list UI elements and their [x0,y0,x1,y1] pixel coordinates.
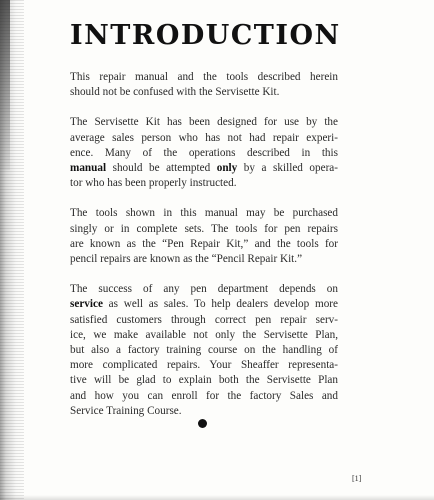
text-run: Service Training Course. [70,404,182,417]
text-line [70,146,338,161]
text-run: The tools shown in this manual may be purchased [70,207,338,220]
text-run: singly or in complete sets. The tools for pen repairs [70,222,338,235]
text-line [70,252,338,267]
emphasized-word: manual [70,162,107,175]
text-run: ice, we make available not only the Servisette Plan, [70,328,338,341]
emphasized-word: only [216,162,238,175]
text-line [70,237,338,252]
page-title: INTRODUCTION [70,20,341,51]
text-line [70,358,338,373]
text-run: by a skilled opera- [237,162,338,175]
text-run: average sales person who has not had repair experi- [70,131,338,144]
text-run: The success of any pen department depends on [70,283,338,296]
text-line [70,222,338,237]
text-line [70,176,338,191]
text-line [70,297,338,312]
paragraph [70,115,338,191]
text-run: but also a factory training course on the handling of [70,344,338,357]
text-run: The Servisette Kit has been designed for use by the [70,116,338,129]
text-run: satisfied customers through correct pen repair serv- [70,313,338,326]
text-line [70,85,338,100]
text-run: more complicated repairs. Your Sheaffer representa- [70,359,338,372]
text-line [70,131,338,146]
scan-shadow [0,0,10,170]
text-line [70,115,338,130]
text-run: should be attempted [106,162,217,175]
text-run: as well as sales. To help dealers develop more [102,298,338,311]
text-line [70,389,338,404]
text-line [70,404,338,419]
paragraph [70,282,338,419]
paragraph [70,70,338,100]
text-line [70,206,338,221]
text-line [70,161,338,176]
text-run: pencil repairs are known as the “Pencil Repair Kit.” [70,253,303,266]
text-line [70,343,338,358]
emphasized-word: service [70,298,103,311]
page-number: [1] [352,474,362,483]
paragraph [70,206,338,267]
text-line [70,313,338,328]
scan-bottom-edge [0,495,434,500]
text-run: This repair manual and the tools described herein [70,71,338,83]
text-line [70,328,338,343]
text-run: tor who has been properly instructed. [70,177,237,190]
text-run: and how you can enroll for the factory Sales and [70,389,338,402]
text-run: should not be confused with the Servisette Kit. [70,86,280,99]
text-run: are known as the “Pen Repair Kit,” and the tools for [70,237,338,250]
text-line [70,373,338,388]
body-text [70,70,338,434]
text-line [70,70,338,85]
text-line [70,282,338,297]
text-run: tive will be glad to explain both the Servisette Plan [70,374,338,387]
bullet-ornament [198,419,207,428]
text-run: ence. Many of the operations described in this [70,146,338,159]
